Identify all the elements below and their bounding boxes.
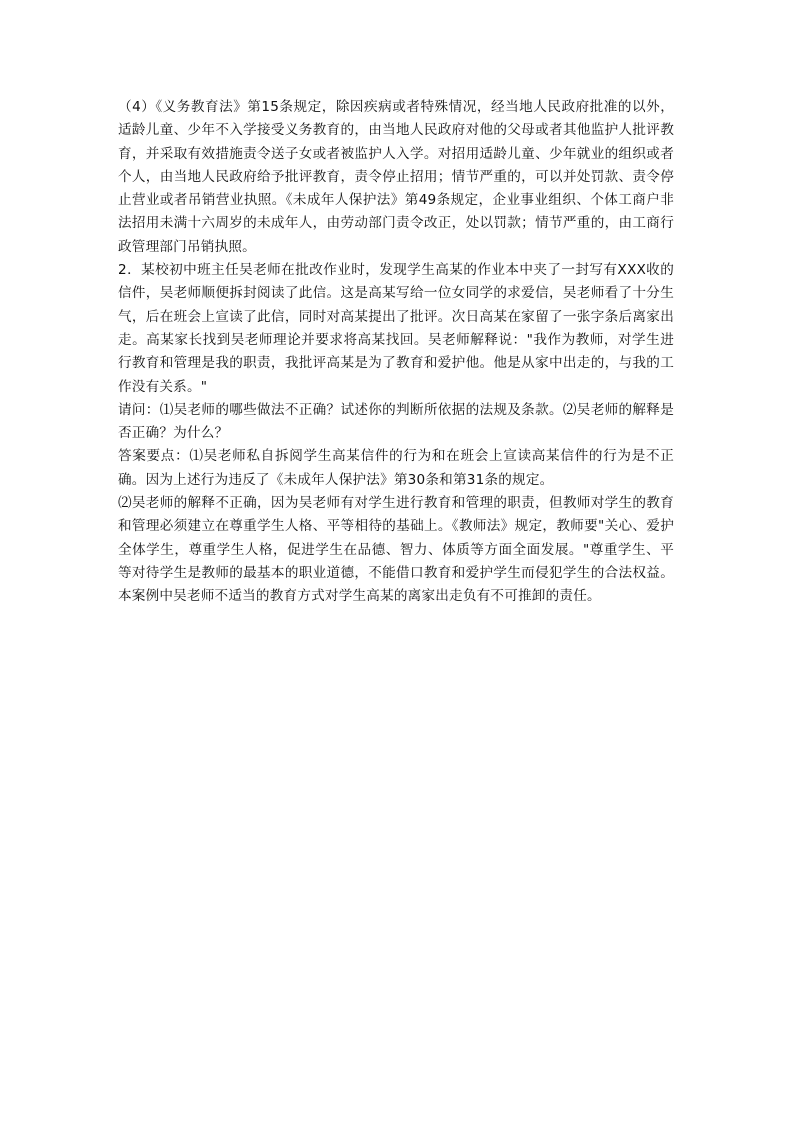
paragraph-law-provisions: （4）《义务教育法》第15条规定，除因疾病或者特殊情况，经当地人民政府批准的以外，适龄儿童、少年不入学接受义务教育的，由当地人民政府对他的父母或者其他监护人批评教育，并采取有效措施责令送子女或者被监护人入学。对招用适龄儿童、少年就业的组织或者个人，由当地人民政府给予批评教育，责令停止招用；情节严重的，可以并处罚款、责令停止营业或者吊销营业执照。《未成年人保护法》第49条规定，企业事业组织、个体工商户非法招用未满十六周岁的未成年人，由劳动部门责令改正，处以罚款；情节严重的，由工商行政管理部门吊销执照。 [118,99,674,255]
document-body [118,96,674,609]
paragraph-question: 请问：⑴吴老师的哪些做法不正确？试述你的判断所依据的法规及条款。⑵吴老师的解释是否正确？为什么？ [118,401,674,442]
paragraph-answer-1: 答案要点：⑴吴老师私自拆阅学生高某信件的行为和在班会上宣读高某信件的行为是不正确。因为上述行为违反了《未成年人保护法》第30条和第31条的规定。 [118,448,674,488]
paragraph-case-2: 2．某校初中班主任吴老师在批改作业时，发现学生高某的作业本中夹了一封写有XXX收的信件，吴老师顺便拆封阅读了此信。这是高某写给一位女同学的求爱信，吴老师看了十分生气，后在班会上宣读了此信，同时对高某提出了批评。次日高某在家留了一张字条后离家出走。高某家长找到吴老师理论并要求将高某找回。吴老师解释说："我作为教师，对学生进行教育和管理是我的职责，我批评高某是为了教育和爱护他。他是从家中出走的，与我的工作没有关系。" [118,262,674,395]
paragraph-answer-2: ⑵吴老师的解释不正确，因为吴老师有对学生进行教育和管理的职责，但教师对学生的教育和管理必须建立在尊重学生人格、平等相待的基础上。《教师法》规定，教师要"关心、爱护全体学生，尊重学生人格，促进学生在品德、智力、体质等方面全面发展。"尊重学生、平等对待学生是教师的最基本的职业道德，不能借口教育和爱护学生而侵犯学生的合法权益。本案例中吴老师不适当的教育方式对学生高某的离家出走负有不可推卸的责任。 [118,495,674,605]
